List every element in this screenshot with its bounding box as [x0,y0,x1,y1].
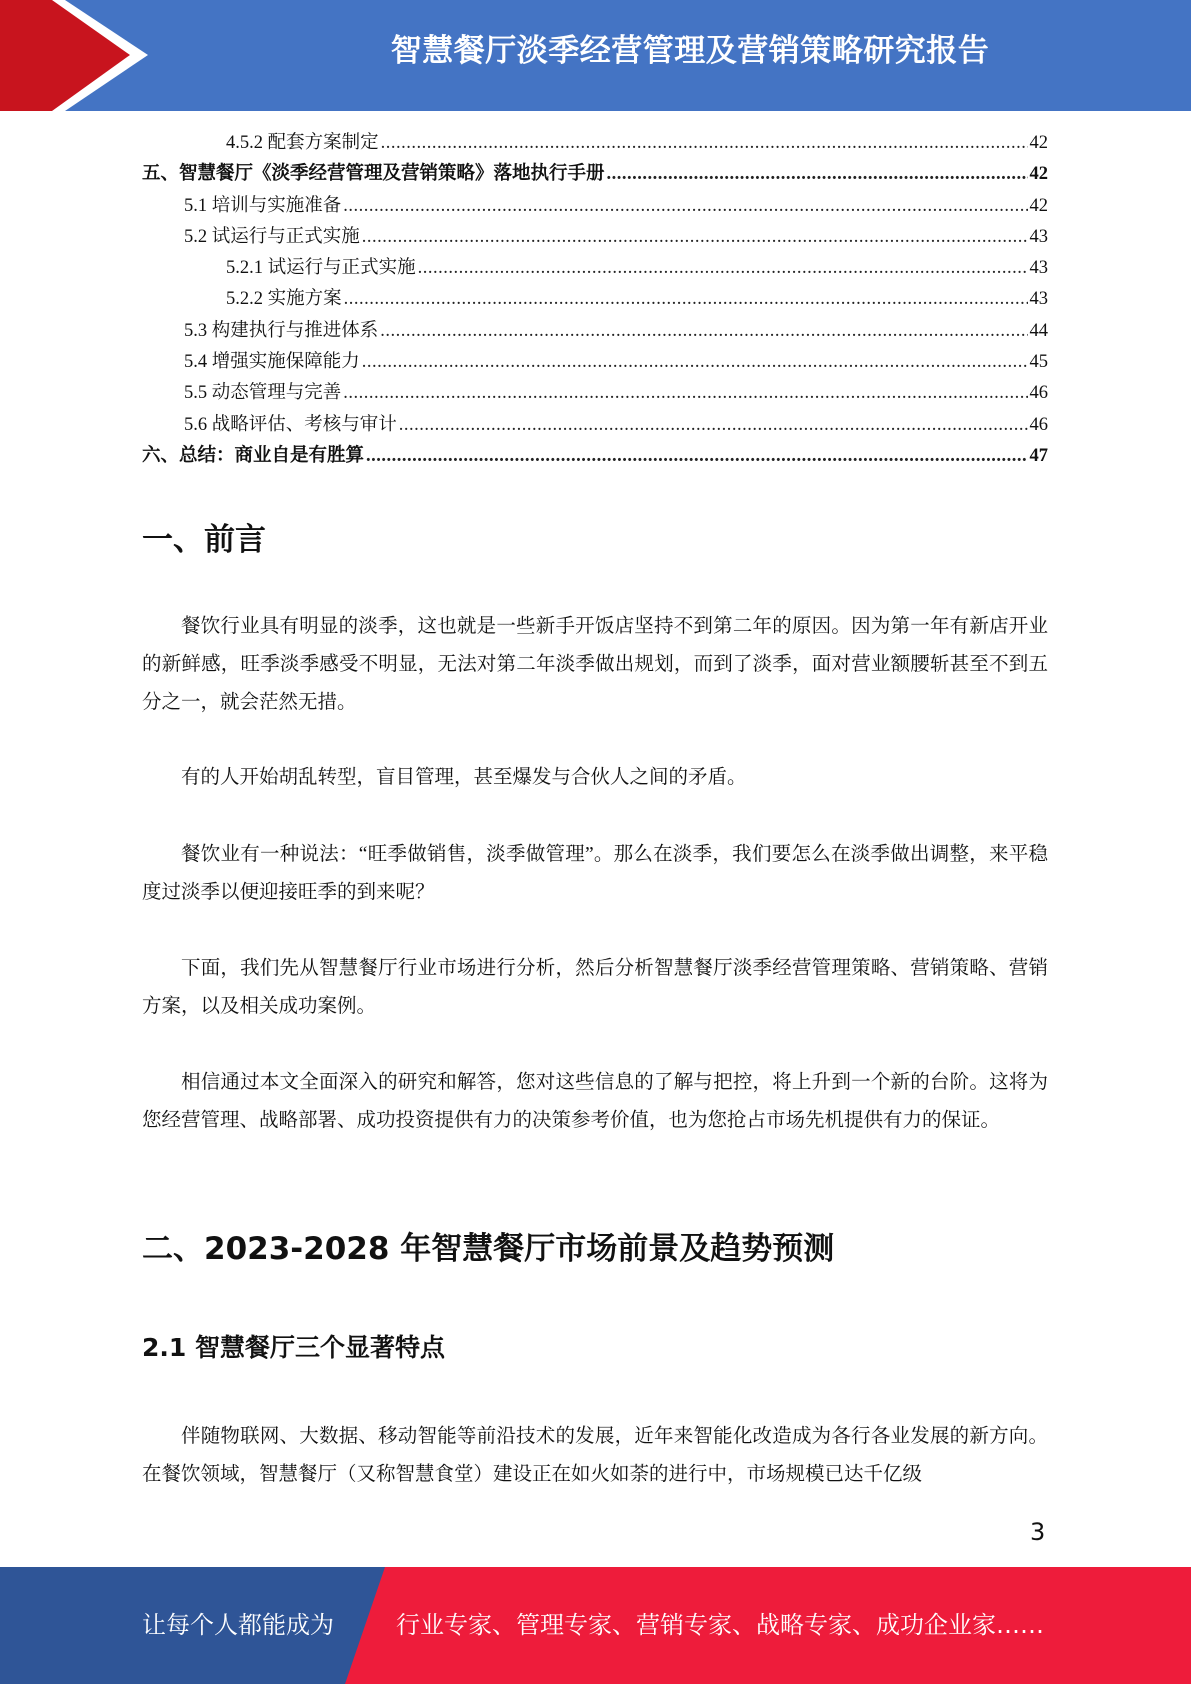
toc-leader-dots [418,258,1028,279]
toc-entry[interactable] [142,347,1048,378]
footer-slogan-left: 让每个人都能成为 [142,1611,334,1639]
report-title: 智慧餐厅淡季经营管理及营销策略研究报告 [390,33,990,69]
toc-leader-dots [344,289,1028,310]
toc-entry-page: 43 [1029,226,1048,247]
toc-leader-dots [607,164,1028,185]
toc-entry-page: 43 [1029,289,1048,310]
table-of-contents [142,128,1048,472]
toc-entry[interactable] [142,441,1048,472]
toc-entry-label: 5.1 培训与实施准备 [184,195,342,216]
toc-entry[interactable] [142,128,1048,159]
toc-leader-dots [343,383,1027,404]
toc-entry-label: 五、智慧餐厅《淡季经营管理及营销策略》落地执行手册 [142,164,605,185]
toc-entry-page: 45 [1029,352,1048,373]
toc-entry-page: 46 [1029,383,1048,404]
toc-entry[interactable] [142,191,1048,222]
toc-leader-dots [362,227,1028,248]
toc-entry[interactable] [142,222,1048,253]
toc-entry-page: 47 [1029,445,1048,466]
toc-entry[interactable] [142,284,1048,315]
footer-slogan-right: 行业专家、管理专家、营销专家、战略专家、成功企业家…… [396,1611,1044,1639]
toc-entry-label: 5.3 构建执行与推进体系 [184,320,379,341]
toc-entry-label: 5.2.1 试运行与正式实施 [226,258,416,279]
section-heading-market-outlook: 二、2023-2028 年智慧餐厅市场前景及趋势预测 [142,1231,835,1267]
toc-entry-label: 4.5.2 配套方案制定 [226,133,379,153]
toc-entry[interactable] [142,378,1048,409]
footer-banner [0,1567,1191,1684]
toc-entry-page: 42 [1029,195,1048,216]
page-number: 3 [1030,1518,1046,1546]
body-paragraph: 伴随物联网、大数据、移动智能等前沿技术的发展，近年来智能化改造成为各行各业发展的新方向。在餐饮领域，智慧餐厅（又称智慧食堂）建设正在如火如荼的进行中，市场规模已达千亿级 [142,1426,1048,1485]
toc-entry[interactable] [142,159,1048,190]
toc-entry-label: 5.2 试运行与正式实施 [184,226,360,247]
toc-leader-dots [381,133,1028,154]
toc-entry-page: 42 [1029,133,1048,153]
toc-entry-label: 5.6 战略评估、考核与审计 [184,414,397,435]
toc-entry-page: 43 [1029,258,1048,279]
toc-entry-page: 46 [1029,414,1048,435]
body-paragraph: 餐饮业有一种说法：“旺季做销售，淡季做管理”。那么在淡季，我们要怎么在淡季做出调整，来平稳度过淡季以便迎接旺季的到来呢？ [142,844,1048,903]
toc-entry[interactable] [142,316,1048,347]
toc-leader-dots [343,196,1027,217]
subsection-heading: 2.1 智慧餐厅三个显著特点 [142,1333,445,1362]
toc-entry-label: 六、总结：商业自是有胜算 [142,445,365,466]
toc-entry-page: 44 [1029,320,1048,341]
section-heading-preface: 一、前言 [142,522,266,558]
toc-leader-dots [399,415,1028,436]
body-paragraph: 餐饮行业具有明显的淡季，这也就是一些新手开饭店坚持不到第二年的原因。因为第一年有新店开业的新鲜感，旺季淡季感受不明显，无法对第二年淡季做出规划，而到了淡季，面对营业额腰斩甚至不到五分之一，就会茫然无措。 [142,616,1048,713]
toc-entry-label: 5.2.2 实施方案 [226,289,342,310]
toc-leader-dots [380,321,1027,342]
toc-entry[interactable] [142,253,1048,284]
toc-entry[interactable] [142,410,1048,441]
toc-entry-page: 42 [1029,164,1048,185]
body-paragraph: 有的人开始胡乱转型，盲目管理，甚至爆发与合伙人之间的矛盾。 [181,767,747,788]
toc-entry-label: 5.5 动态管理与完善 [184,383,342,404]
toc-entry-label: 5.4 增强实施保障能力 [184,352,360,373]
header-banner [0,0,1191,111]
toc-leader-dots [362,352,1028,373]
body-paragraph: 下面，我们先从智慧餐厅行业市场进行分析，然后分析智慧餐厅淡季经营管理策略、营销策略、营销方案，以及相关成功案例。 [142,958,1048,1017]
body-paragraph: 相信通过本文全面深入的研究和解答，您对这些信息的了解与把控，将上升到一个新的台阶。这将为您经营管理、战略部署、成功投资提供有力的决策参考价值，也为您抢占市场先机提供有力的保证。 [142,1072,1048,1131]
toc-leader-dots [366,446,1027,467]
